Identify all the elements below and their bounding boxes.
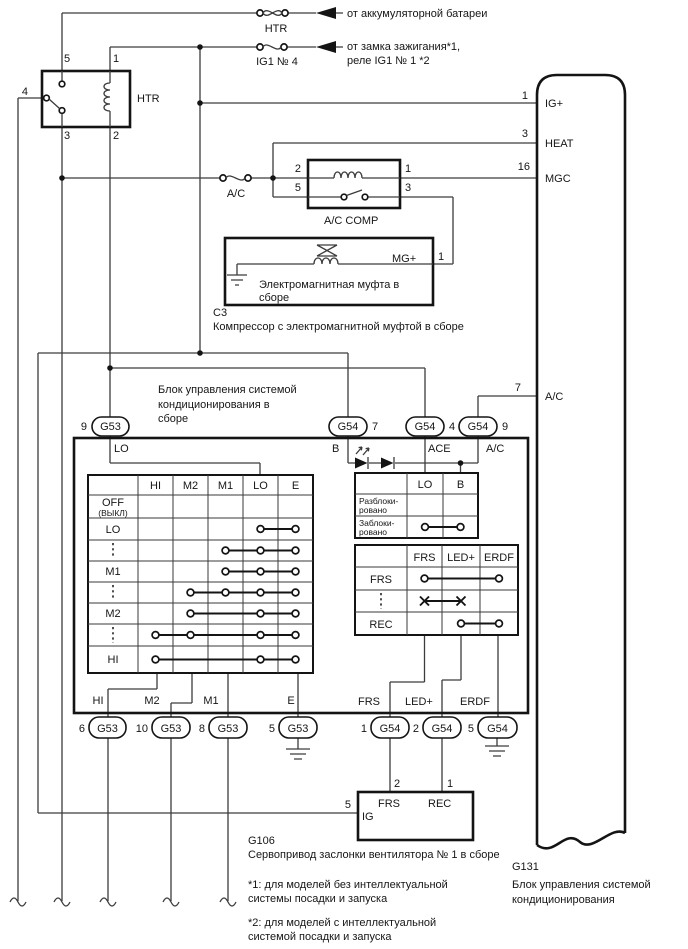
g54-9-code: G54 [467, 421, 489, 433]
control-unit-name-line1: Блок управления системой [158, 384, 297, 396]
ignition-fuse-label: IG1 № 4 [256, 56, 298, 68]
g54-9-pin: 9 [502, 421, 509, 433]
term-m2: M2 [144, 695, 160, 707]
relay-switch-blade-icon [49, 99, 60, 109]
ignition-arrow-icon [316, 41, 336, 53]
fuse-ig1-icon [257, 44, 287, 50]
control-unit-name-line3: сборе [158, 413, 189, 425]
htr-relay-label: HTR [137, 93, 160, 105]
term-hi: HI [92, 695, 104, 707]
term-ace: ACE [428, 443, 451, 455]
g54-4-code: G54 [414, 421, 436, 433]
led-emission-arrows-icon [356, 447, 369, 455]
servo-term-ig: IG [362, 811, 374, 823]
top-connectors [92, 417, 497, 436]
g53-10-code: G53 [160, 723, 182, 735]
lock-row-locked-2: ровано [359, 527, 388, 537]
htr-relay-pin-1: 1 [113, 53, 120, 65]
frs-table-contacts [420, 575, 502, 627]
g131-term-mgc: MGC [545, 173, 571, 185]
ac-comp-contact-icon [362, 194, 368, 200]
g53-6-code: G53 [97, 723, 118, 735]
term-frs: FRS [358, 696, 380, 708]
ac-comp-pin-1: 1 [405, 163, 412, 175]
fan-row-lo: LO [105, 524, 121, 536]
fan-col-e: E [291, 480, 300, 492]
clutch-name-line2: сборе [259, 292, 290, 304]
control-unit-name-line2: кондиционирования в [158, 399, 270, 411]
clutch-pin-1: 1 [438, 251, 445, 263]
g131-pin-ac: 7 [514, 382, 521, 394]
ac-comp-pin-2: 2 [294, 163, 301, 175]
g54-1-code: G54 [379, 723, 401, 735]
g54-2-code: G54 [431, 723, 453, 735]
servo-code[interactable]: G106 [248, 835, 275, 847]
clutch-terminal-mg: MG+ [392, 253, 417, 265]
htr-relay-pin-2: 2 [113, 130, 120, 142]
servo-term-frs: FRS [378, 798, 400, 810]
frs-col-led: LED+ [447, 552, 475, 564]
ac-fuse-label: A/C [226, 188, 246, 200]
g53-8-pin: 8 [198, 723, 205, 735]
frs-col-erdf: ERDF [484, 552, 514, 564]
footnote-1-line1: *1: для моделей без интеллектуальной [248, 879, 448, 891]
servo-pin-ig: 5 [344, 799, 351, 811]
term-led: LED+ [405, 696, 433, 708]
g53-9-code: G53 [100, 421, 121, 433]
servo-pin-frs: 2 [394, 778, 401, 790]
g131-name-line1: Блок управления системой [512, 879, 651, 891]
fan-col-lo: LO [253, 480, 268, 492]
servo-pin-rec: 1 [447, 778, 454, 790]
g53-5-pin: 5 [268, 723, 275, 735]
led-diodes [355, 447, 394, 469]
ground-icon [485, 746, 509, 756]
g131-code[interactable]: G131 [512, 861, 539, 873]
battery-arrow-icon [316, 7, 336, 19]
fan-row-off-1: OFF [102, 497, 124, 509]
htr-relay-pin-5: 5 [64, 53, 71, 65]
g54-4-pin: 4 [449, 421, 456, 433]
lock-col-b: B [456, 479, 465, 491]
ignition-source-label-2: реле IG1 № 1 *2 [347, 55, 430, 67]
g131-pin-mgc: 16 [517, 161, 530, 173]
term-ac: A/C [486, 443, 505, 455]
g54-7-code: G54 [337, 421, 359, 433]
lock-col-lo: LO [417, 479, 433, 491]
g53-10-pin: 10 [135, 723, 148, 735]
g131-break-squiggle [537, 832, 625, 849]
term-lo: LO [114, 443, 129, 455]
compressor-code[interactable]: C3 [213, 307, 228, 319]
ac-comp-pin-3: 3 [405, 182, 412, 194]
g54-1-pin: 1 [360, 723, 367, 735]
g53-5-code: G53 [287, 723, 309, 735]
g54-7-pin: 7 [372, 421, 379, 433]
frs-row-rec: REC [369, 619, 393, 631]
footnote-1-line2: системы посадки и запуска [248, 893, 388, 905]
fuse-ac-icon [220, 175, 251, 181]
term-erdf: ERDF [460, 696, 490, 708]
ground-icon [227, 264, 247, 285]
fuse-htr-icon [257, 10, 288, 16]
g54-2-pin: 2 [412, 723, 419, 735]
battery-fuse-label: HTR [264, 23, 288, 35]
footnote-2-line2: системой посадки и запуска [248, 931, 392, 943]
fan-switch-contacts [152, 526, 299, 663]
servo-box [358, 792, 473, 840]
footnote-2-line1: *2: для моделей с интеллектуальной [248, 917, 437, 929]
fan-col-hi: HI [150, 480, 161, 492]
g131-term-heat: HEAT [545, 138, 574, 150]
term-e: E [287, 695, 295, 707]
clutch-name-line1: Электромагнитная муфта в [259, 279, 400, 291]
term-m1: M1 [203, 695, 219, 707]
htr-relay [42, 71, 130, 127]
g54-5-code: G54 [487, 723, 508, 735]
source-arrows [316, 7, 336, 53]
fan-row-m2: M2 [105, 608, 121, 620]
fan-col-m2: M2 [182, 480, 199, 492]
relay-coil-icon [104, 71, 110, 127]
off-page-squiggles [10, 898, 236, 906]
led-icon [355, 458, 368, 469]
ac-comp-label: A/C COMP [324, 215, 379, 227]
battery-source-label: от аккумуляторной батареи [347, 8, 488, 20]
fan-row-hi: HI [107, 654, 119, 666]
fan-row-m1: M1 [105, 566, 121, 578]
fan-col-m1: M1 [217, 480, 234, 492]
servo-term-rec: REC [428, 798, 452, 810]
relay-contact-icon [44, 95, 50, 101]
servo-name: Сервопривод заслонки вентилятора № 1 в сборе [248, 849, 500, 861]
htr-relay-pin-4: 4 [21, 86, 28, 98]
htr-relay-pin-3: 3 [64, 130, 71, 142]
clutch-pulley-icon [317, 245, 337, 256]
lock-row-locked-1: Заблоки- [359, 518, 395, 528]
g131-pin-ig: 1 [521, 90, 528, 102]
magnet-clutch-assembly [225, 238, 433, 305]
ac-comp-coil-icon [308, 172, 400, 178]
g131-term-ig: IG+ [545, 98, 564, 110]
term-b: B [332, 443, 340, 455]
bottom-harness-wires [108, 738, 497, 901]
g53-9-pin: 9 [80, 421, 87, 433]
ac-comp-relay [308, 160, 400, 208]
g131-term-ac: A/C [545, 391, 564, 403]
lock-row-unlocked-1: Разблоки- [359, 496, 399, 506]
compressor-name: Компрессор с электромагнитной муфтой в сборе [213, 321, 464, 333]
lock-row-unlocked-2: ровано [359, 505, 388, 515]
diode-icon [381, 458, 394, 469]
g54-5-pin: 5 [467, 723, 474, 735]
ground-icon [286, 749, 310, 759]
fan-row-off-2: (ВЫКЛ) [98, 508, 128, 518]
g131-block [537, 75, 625, 848]
relay-contact-icon [59, 81, 65, 87]
g53-6-pin: 6 [78, 723, 85, 735]
ac-comp-contact-icon [341, 194, 347, 200]
frs-col-frs: FRS [413, 552, 436, 564]
frs-row-frs: FRS [370, 574, 392, 586]
ac-comp-pin-5: 5 [294, 182, 301, 194]
relay-contact-icon [59, 108, 65, 114]
g131-pin-heat: 3 [521, 128, 528, 140]
ac-comp-switch-blade-icon [347, 190, 363, 196]
g131-name-line2: кондиционирования [512, 894, 615, 906]
g53-8-code: G53 [217, 723, 239, 735]
ignition-source-label-1: от замка зажигания*1, [347, 41, 461, 53]
